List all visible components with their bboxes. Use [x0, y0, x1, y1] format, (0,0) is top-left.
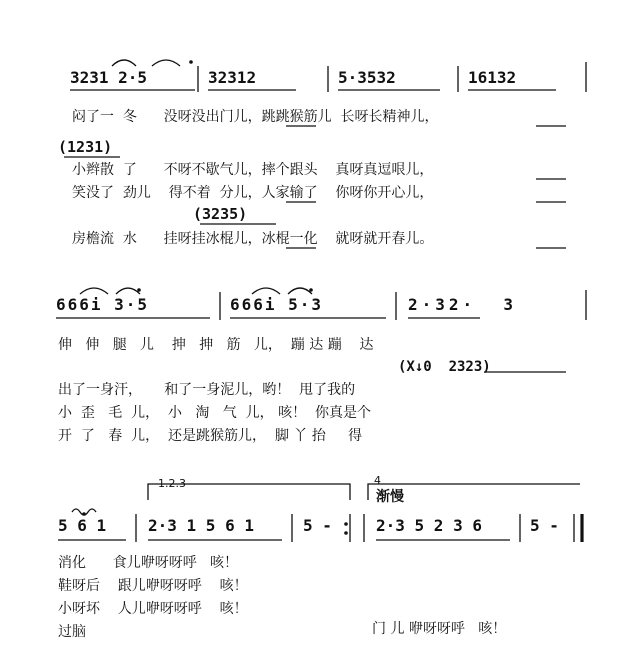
s3-lyric-4: 过脑: [58, 624, 86, 640]
slur: [152, 60, 180, 66]
s3-lyric-5: 门 儿 咿呀呀呼 咳！: [372, 621, 507, 637]
slur: [80, 288, 108, 294]
s2-bracket-notes: (X↓0 2323): [398, 359, 491, 375]
volta-1-label: 1.2.3: [158, 477, 186, 490]
octave-dot: [309, 288, 313, 292]
s3-lyric-2: 鞋呀后 跟儿咿呀呀呼 咳！: [58, 578, 248, 594]
tempo-marking: 渐慢: [376, 489, 404, 505]
s3-lyric-3: 小呀坏 人儿咿呀呀呼 咳！: [58, 601, 248, 617]
s3-measure-4: 2·3 5 2 3 6: [376, 516, 482, 535]
volta-2-bracket: [368, 484, 580, 500]
s3-measure-5: 5 -: [530, 516, 559, 535]
octave-dot: [82, 512, 86, 516]
s1-lyric-4: 房檐流 水 挂呀挂冰棍儿，冰棍一化 就呀就开春儿。: [72, 231, 434, 247]
slur: [288, 288, 312, 294]
volta-1-bracket: [148, 484, 350, 500]
s3-measure-1: 5 6 1: [58, 516, 107, 535]
s1-bracket-notes-1: (1231): [58, 138, 113, 156]
s1-lyric-1: 闷了一 冬 没呀没出门儿，跳跳猴筋儿 长呀长精神儿，: [72, 109, 439, 125]
s1-bracket-notes-2: (3235): [193, 205, 248, 223]
s2-lyric-2: 出了一身汗， 和了一身泥儿，哟！ 甩了我的: [58, 382, 356, 398]
repeat-dot: [344, 531, 348, 535]
s1-lyric-2: 小辫散 了 不呀不歇气儿，摔个跟头 真呀真逗哏儿，: [72, 162, 434, 178]
s1-measure-1: 3231 2·5: [70, 68, 148, 87]
repeat-dot: [344, 522, 348, 526]
octave-dot: [137, 288, 141, 292]
s2-lyric-3: 小 歪 毛 儿， 小 淘 气 儿， 咳！ 你真是个: [58, 405, 372, 421]
s1-measure-3: 5·3532: [338, 68, 396, 87]
s3-measure-3: 5 -: [303, 516, 342, 535]
s2-measure-1: 666i 3·5: [56, 295, 150, 314]
slur: [116, 288, 140, 294]
s2-lyric-4: 开 了 春 儿， 还是跳猴筋儿， 脚 丫 抬 得: [58, 428, 363, 444]
s1-lyric-3: 笑没了 劲儿 得不着 分儿，人家输了 你呀你开心儿，: [72, 185, 434, 201]
s2-lyric-1: 伸 伸 腿 儿 抻 抻 筋 儿， 蹦 达 蹦 达: [58, 337, 374, 353]
s3-lyric-1: 消化 食儿咿呀呀呼 咳！: [58, 555, 239, 571]
volta-2-label: 4: [374, 474, 381, 487]
octave-dot: [189, 60, 193, 64]
slur: [112, 60, 136, 66]
s3-measure-2: 2·3 1 5 6 1: [148, 516, 254, 535]
slur: [252, 288, 280, 294]
s1-measure-4: 16132: [468, 68, 517, 87]
s2-measure-3: 2·32· 3: [408, 295, 518, 314]
s1-measure-2: 32312: [208, 68, 257, 87]
s2-measure-2: 666i 5·3: [230, 295, 324, 314]
